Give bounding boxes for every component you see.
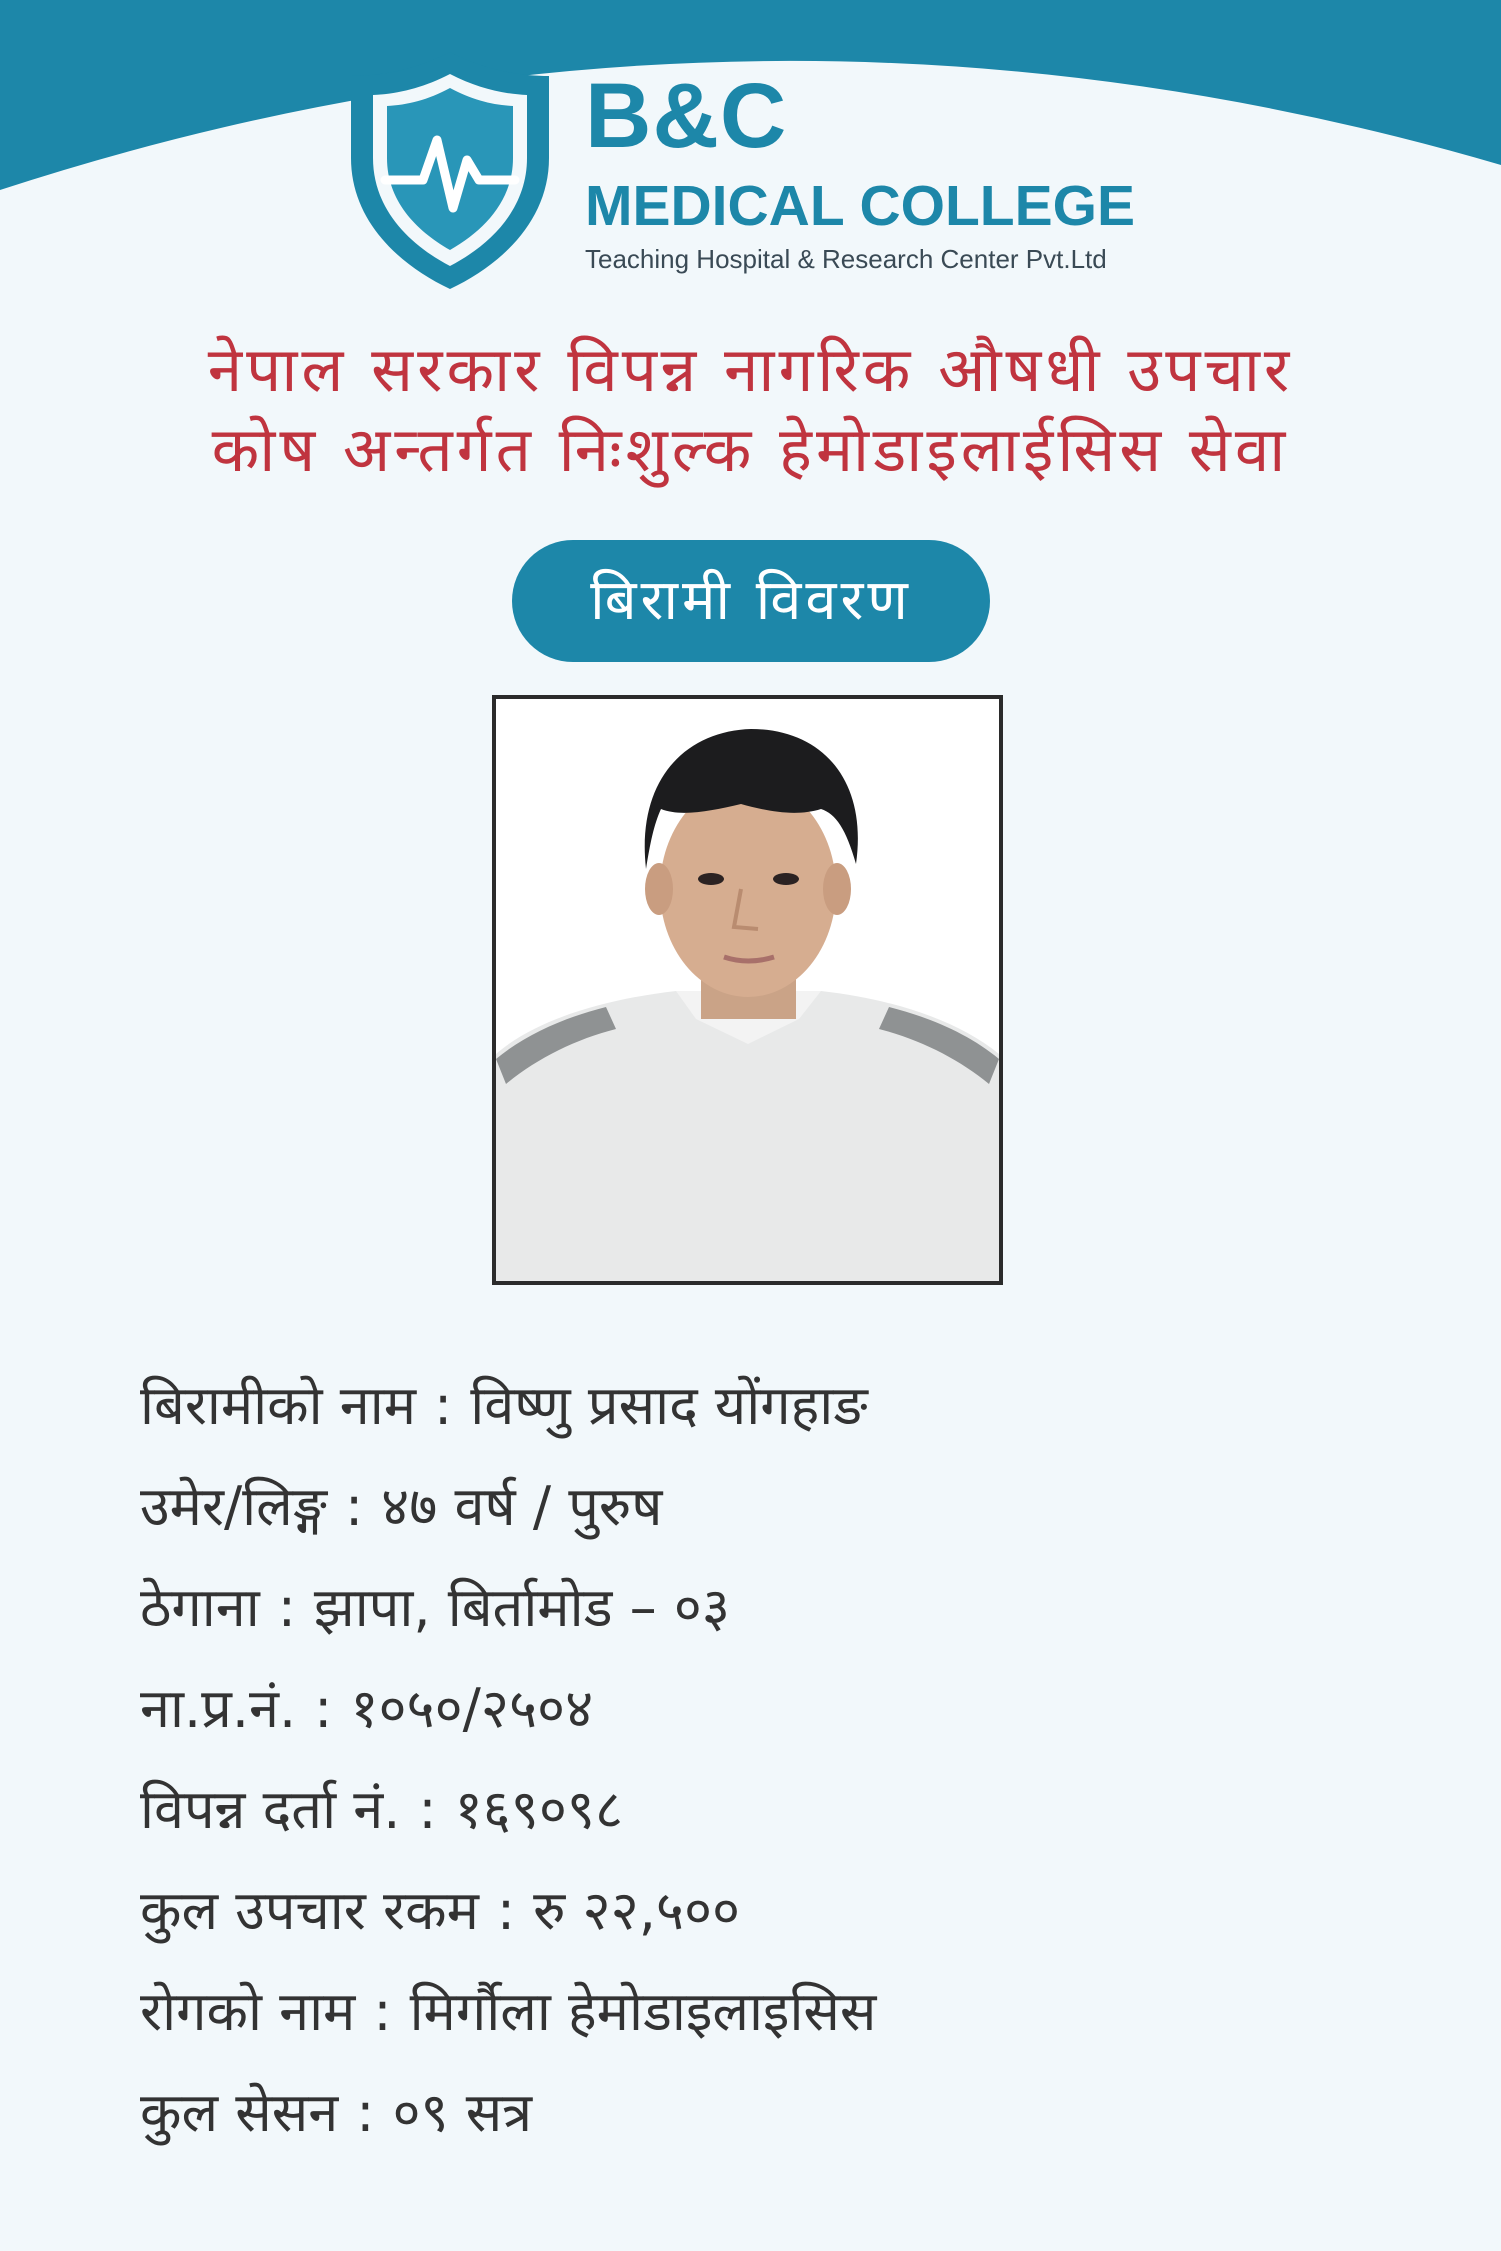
- detail-separator: :: [434, 1374, 453, 1437]
- patient-photo: [492, 695, 1003, 1285]
- brand-tagline: Teaching Hospital & Research Center Pvt.Ltd: [585, 244, 1107, 274]
- detail-row-disease: [140, 1961, 1390, 2062]
- detail-label: उमेर/लिङ्ग: [140, 1475, 327, 1538]
- detail-label: ठेगाना: [140, 1576, 260, 1639]
- brand-college: MEDICAL COLLEGE: [585, 174, 1135, 238]
- portrait-image: [496, 699, 999, 1281]
- brand-name: B&C: [585, 65, 788, 167]
- detail-row-sessions: [140, 2062, 1390, 2163]
- detail-separator: :: [277, 1576, 296, 1639]
- detail-separator: :: [496, 1879, 516, 1942]
- detail-label: रोगको नाम: [140, 1980, 356, 2043]
- detail-value: ४७ वर्ष / पुरुष: [381, 1475, 663, 1538]
- brand-block: [585, 65, 1135, 274]
- detail-separator: :: [314, 1677, 333, 1740]
- detail-row-age-gender: [140, 1456, 1390, 1557]
- detail-separator: :: [344, 1475, 364, 1538]
- detail-row-address: [140, 1557, 1390, 1658]
- detail-value: रु २२,५००: [533, 1879, 741, 1942]
- headline-line-2: कोष अन्तर्गत निःशुल्क हेमोडाइलाईसिस सेवा: [211, 413, 1290, 486]
- detail-value: १६९०९८: [454, 1778, 624, 1841]
- detail-value: झापा, बिर्तामोड – ०३: [313, 1576, 730, 1639]
- detail-label: विपन्न दर्ता नं.: [140, 1778, 401, 1841]
- detail-value: विष्णु प्रसाद योंगहाङ: [470, 1374, 868, 1437]
- detail-value: ०९ सत्र: [392, 2081, 533, 2144]
- section-title: बिरामी विवरण: [512, 540, 990, 662]
- detail-label: बिरामीको नाम: [140, 1374, 417, 1437]
- detail-separator: :: [356, 2081, 375, 2144]
- detail-row-registration-no: [140, 1759, 1390, 1860]
- headline-line-1: नेपाल सरकार विपन्न नागरिक औषधी उपचार: [207, 333, 1294, 406]
- detail-row-citizenship-no: [140, 1658, 1390, 1759]
- detail-label: कुल उपचार रकम: [140, 1879, 479, 1942]
- detail-value: १०५०/२५०४: [350, 1677, 594, 1740]
- detail-separator: :: [373, 1980, 392, 2043]
- detail-label: ना.प्र.नं.: [140, 1677, 297, 1740]
- detail-separator: :: [418, 1778, 437, 1841]
- shield-heartbeat-icon: [345, 48, 555, 293]
- detail-value: मिर्गौला हेमोडाइलाइसिस: [409, 1980, 877, 2043]
- detail-label: कुल सेसन: [140, 2081, 339, 2144]
- detail-row-treatment-amount: [140, 1860, 1390, 1961]
- patient-details: [140, 1355, 1390, 2163]
- detail-row-name: [140, 1355, 1390, 1456]
